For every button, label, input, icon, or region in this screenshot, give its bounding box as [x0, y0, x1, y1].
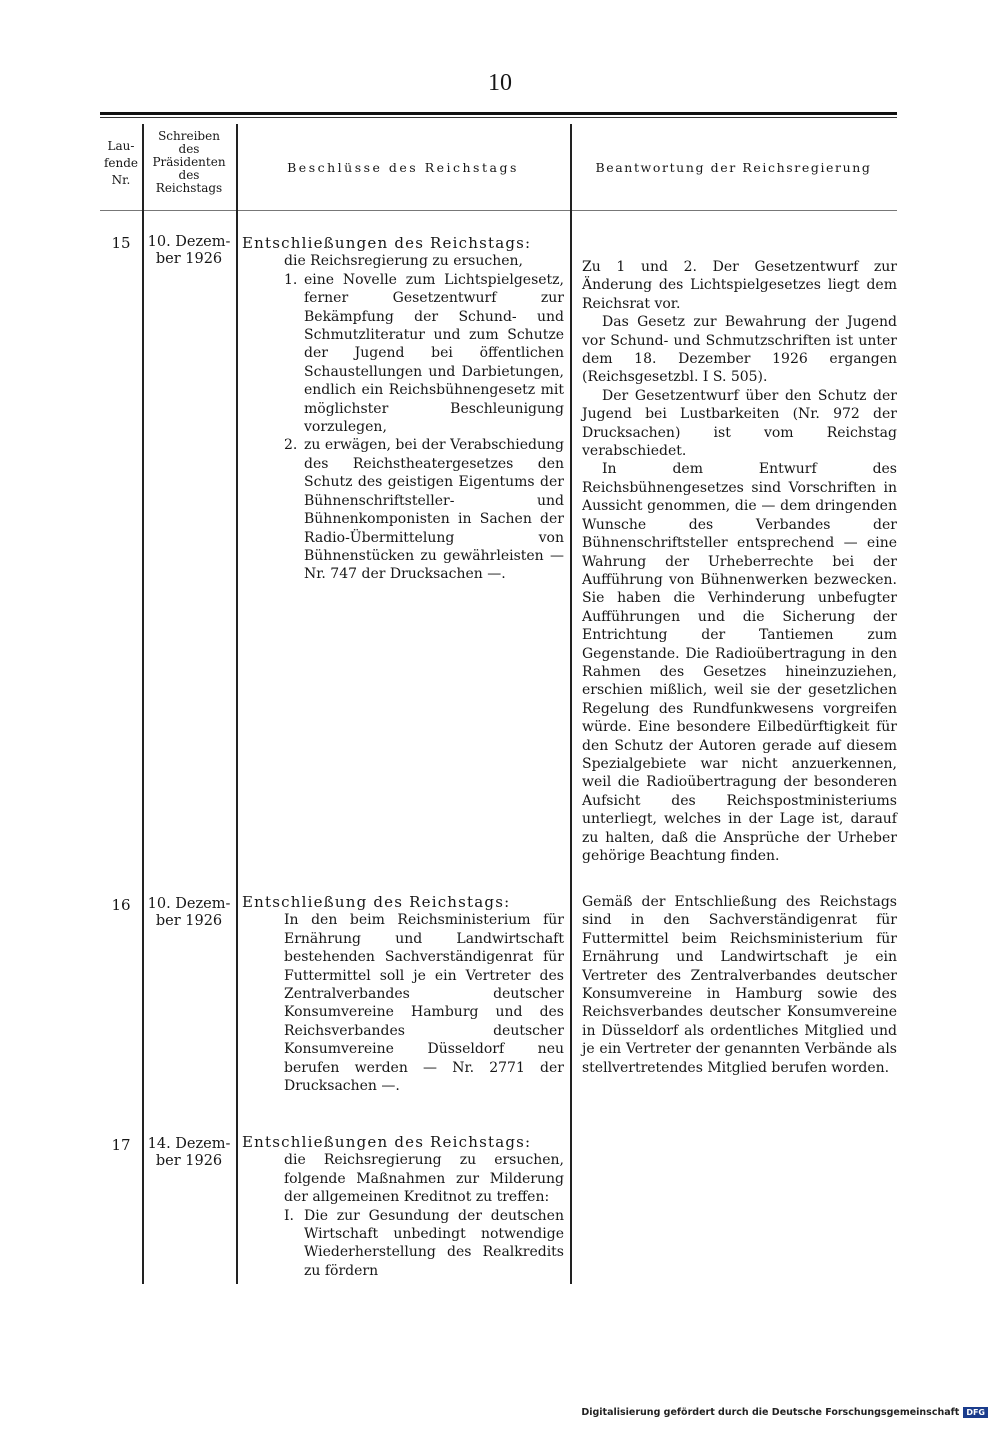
- entry-number: 16: [111, 896, 131, 914]
- header-rule: [100, 210, 897, 211]
- footer-credit: [581, 1407, 988, 1418]
- column-divider: [570, 124, 572, 1284]
- header-text: Reichstags: [155, 181, 223, 195]
- header-text: Schreiben: [158, 129, 220, 143]
- date-line: ber 1926: [155, 1153, 223, 1169]
- footer-text: Digitalisierung gefördert durch die Deutsche Forschungsgemeinschaft: [581, 1407, 960, 1418]
- antwort-block: [582, 893, 897, 1077]
- beschluss-block: [242, 1133, 564, 1280]
- list-text: eine Novelle zum Lichtspielgesetz, ferner Gesetzentwurf zur Bekämpfung der Schund- und Schmutzliteratur und zum Schutze der Jugend bei öffentlichen Schaustellungen und Darbietungen, endlich ein Reichsbühnengesetz mit möglichster Beschleunigung vorzulegen,: [304, 271, 564, 436]
- entry-number: 17: [111, 1136, 131, 1154]
- beschluss-block: [242, 893, 564, 1095]
- antwort-paragraph: Das Gesetz zur Bewahrung der Jugend vor Schund- und Schmutzschriften ist unter dem 18. Dezember 1926 ergangen (Reichsgesetzbl. I S. 505).: [582, 314, 897, 386]
- top-rule-thin: [100, 117, 897, 118]
- dfg-logo-icon: DFG: [963, 1407, 988, 1418]
- column-divider: [142, 124, 144, 1284]
- column-divider: [236, 124, 238, 1284]
- antwort-paragraph: In dem Entwurf des Reichsbühnengesetzes sind Vorschriften in Aussicht genommen, die — dem dringenden Wunsche des Verbandes der Bühnenschriftsteller entsprechend — eine Wahrung der Urheberrechte bei der Aufführung von Bühnenwerken bezwecken. Sie haben die Verhinderung unbefugter Aufführungen und die Sicherung der Entrichtung der Tantiemen zum Gegenstande. Die Radioübertragung in den Rahmen des Gesetzes hineinzuziehen, erschien mißlich, weil sie der gesetzlichen Regelung des Rundfunkwesens vorgreifen würde. Eine besondere Eilbedürftigkeit für den Schutz der Autoren gerade auf diesem Spezialgebiete war nicht anzuerkennen, weil die Radioübertragung der besonderen Aufsicht des Reichspostministeriums unterliegt, welches in der Lage ist, darauf zu halten, daß die Ansprüche der Urheber gehörige Beachtung finden.: [582, 461, 897, 864]
- beschluss-block: [242, 234, 564, 584]
- header-text: des: [178, 168, 200, 182]
- date-line: 10. Dezem-: [147, 234, 231, 250]
- beschluss-body: In den beim Reichsministerium für Ernährung und Landwirtschaft bestehenden Sachverständigenrat für Futtermittel soll je ein Vertreter des Zentralverbandes deutscher Konsumvereine Hamburg und des Reichsverbandes deutscher Konsumvereine Düsseldorf neu berufen werden — Nr. 2771 der Drucksachen —.: [284, 912, 564, 1095]
- header-text: Nr.: [111, 173, 131, 187]
- beschluss-heading: Entschließungen des Reichstags:: [242, 1133, 532, 1151]
- beschluss-intro: die Reichsregierung zu ersuchen, folgende Maßnahmen zur Milderung der allgemeinen Kreditnot zu treffen:: [284, 1152, 564, 1206]
- list-item: [242, 436, 564, 583]
- antwort-paragraph: Gemäß der Entschließung des Reichstags sind in den Sachverständigenrat für Futtermittel beim Reichsministerium für Ernährung und Landwirtschaft je ein Vertreter des Zentralverbandes deutscher Konsumvereine in Hamburg sowie des Reichsverbandes deutscher Konsumvereine in Düsseldorf als ordentliches Mitglied und je ein Vertreter der genannten Verbände als stellvertretendes Mitglied berufen worden.: [582, 894, 897, 1076]
- header-beschluesse: Beschlüsse des Reichstags: [287, 160, 519, 175]
- entry-date: [146, 896, 232, 930]
- date-line: ber 1926: [155, 251, 223, 267]
- list-marker: 1.: [284, 271, 298, 288]
- page-number: 10: [488, 70, 512, 96]
- entry-date: [146, 234, 232, 268]
- list-item: [242, 1207, 564, 1281]
- list-marker: 2.: [284, 437, 298, 454]
- list-text: Die zur Gesundung der deutschen Wirtschaft unbedingt notwendige Wiederherstellung des Realkredits zu fördern: [304, 1207, 564, 1279]
- beschluss-heading: Entschließungen des Reichstags:: [242, 234, 532, 252]
- header-lfd-nr: [100, 140, 142, 187]
- beschluss-intro: die Reichsregierung zu ersuchen,: [284, 253, 523, 270]
- entry-number: 15: [111, 234, 131, 252]
- entry-date: [146, 1136, 232, 1170]
- header-beantwortung: Beantwortung der Reichsregierung: [595, 160, 872, 175]
- antwort-paragraph: Zu 1 und 2. Der Gesetzentwurf zur Änderung des Lichtspielgesetzes liegt dem Reichsrat vor.: [582, 259, 897, 312]
- antwort-block: [582, 258, 897, 865]
- date-line: ber 1926: [155, 913, 223, 929]
- top-rule: [100, 112, 897, 115]
- beschluss-heading: Entschließung des Reichstags:: [242, 893, 511, 911]
- header-text: des: [178, 142, 200, 156]
- list-marker: I.: [284, 1207, 294, 1224]
- date-line: 10. Dezem-: [147, 896, 231, 912]
- header-schreiben: [142, 130, 236, 195]
- list-item: [242, 271, 564, 437]
- antwort-paragraph: Der Gesetzentwurf über den Schutz der Jugend bei Lustbarkeiten (Nr. 972 der Drucksachen) ist vom Reichstag verabschiedet.: [582, 387, 897, 460]
- list-text: zu erwägen, bei der Verabschiedung des Reichstheatergesetzes den Schutz des geistigen Eigentums der Bühnenschriftsteller- und Bühnenkomponisten in Sachen der Radio-Übermittelung von Bühnenstücken zu gewährleisten — Nr. 747 der Drucksachen —.: [304, 437, 564, 583]
- header-text: Präsidenten: [152, 155, 226, 169]
- date-line: 14. Dezem-: [147, 1136, 231, 1152]
- header-text: fende: [103, 156, 139, 170]
- header-text: Lau-: [107, 139, 135, 153]
